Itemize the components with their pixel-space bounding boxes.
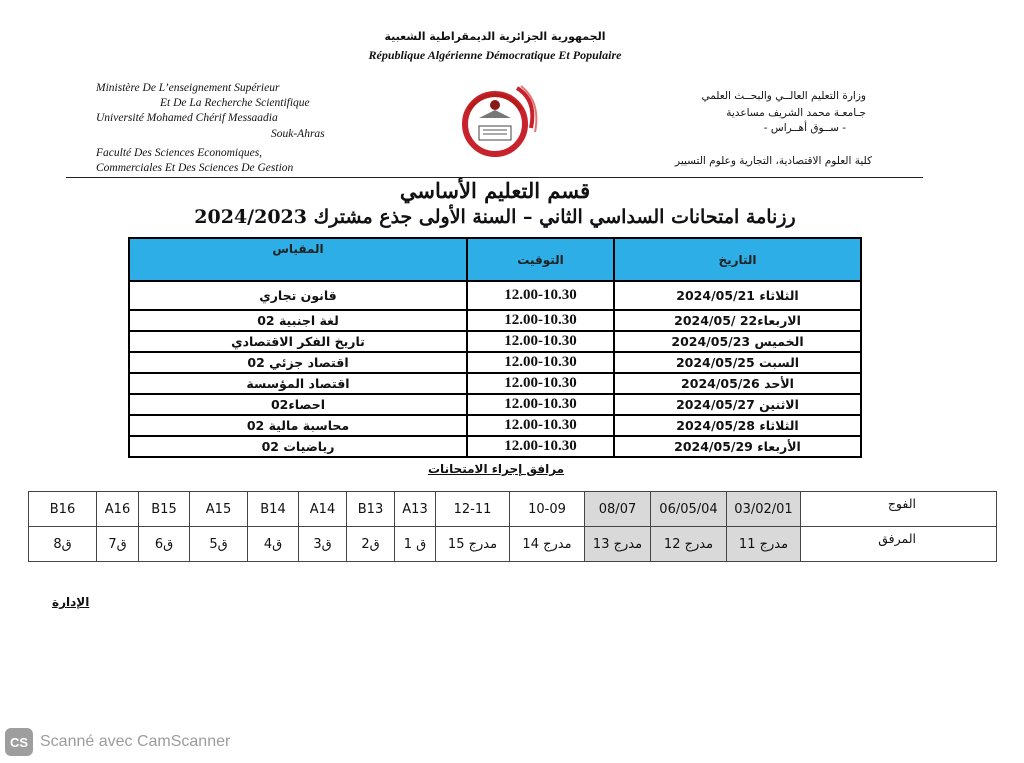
faculty-line-1: Faculté Des Sciences Economiques, <box>96 147 263 159</box>
facilities-row <box>29 527 997 562</box>
republic-title-arabic: الجمهورية الجزائرية الديمقراطية الشعبية <box>384 30 606 43</box>
module-cell: قانون تجاري <box>129 281 467 310</box>
time-cell: 12.00-10.30 <box>467 331 614 352</box>
camscanner-logo-icon <box>4 727 34 757</box>
facility-cell: ق5 <box>190 527 248 562</box>
exam-schedule-table <box>128 237 862 458</box>
module-cell: اقتصاد المؤسسة <box>129 373 467 394</box>
date-cell: الثلاثاء 2024/05/28 <box>614 415 861 436</box>
group-cell: B15 <box>139 492 190 527</box>
time-header: التوقيت <box>467 238 614 281</box>
module-header: المقياس <box>129 238 467 281</box>
group-cell: 03/02/01 <box>727 492 801 527</box>
facility-cell: ق3 <box>299 527 347 562</box>
groups-row <box>29 492 997 527</box>
schedule-row <box>129 415 861 436</box>
schedule-title: رزنامة امتحانات السداسي الثاني – السنة الأولى جذع مشترك 2024/2023 <box>194 206 796 228</box>
date-cell: الاربعاء22 /2024/05 <box>614 310 861 331</box>
group-cell: B16 <box>29 492 97 527</box>
schedule-row <box>129 436 861 457</box>
university-line: Université Mohamed Chérif Messaadia <box>96 112 278 124</box>
time-cell: 12.00-10.30 <box>467 310 614 331</box>
date-cell: الخميس 2024/05/23 <box>614 331 861 352</box>
camscanner-watermark: Scanné avec CamScanner <box>40 733 231 750</box>
date-cell: الأربعاء 2024/05/29 <box>614 436 861 457</box>
facility-label: المرفق <box>801 527 997 562</box>
exam-rooms-table <box>28 491 997 562</box>
ministry-line-1: Ministère De L’enseignement Supérieur <box>96 82 280 94</box>
time-cell: 12.00-10.30 <box>467 352 614 373</box>
facility-cell: ق6 <box>139 527 190 562</box>
facility-cell: مدرج 13 <box>585 527 651 562</box>
module-cell: محاسبة مالية 02 <box>129 415 467 436</box>
module-cell: اقتصاد جزئي 02 <box>129 352 467 373</box>
group-cell: A14 <box>299 492 347 527</box>
schedule-row <box>129 310 861 331</box>
group-cell: B14 <box>248 492 299 527</box>
time-cell: 12.00-10.30 <box>467 415 614 436</box>
department-title: قسم التعليم الأساسي <box>399 178 591 203</box>
schedule-row <box>129 373 861 394</box>
group-cell: A15 <box>190 492 248 527</box>
time-cell: 12.00-10.30 <box>467 281 614 310</box>
group-label: الفوج <box>801 492 997 527</box>
group-cell: A13 <box>395 492 436 527</box>
facility-cell: مدرج 14 <box>510 527 585 562</box>
date-cell: السبت 2024/05/25 <box>614 352 861 373</box>
schedule-row <box>129 331 861 352</box>
facility-cell: مدرج 15 <box>436 527 510 562</box>
module-cell: رياضيات 02 <box>129 436 467 457</box>
administration-signature: الإدارة <box>52 595 90 609</box>
group-cell: 12-11 <box>436 492 510 527</box>
facility-cell: ق8 <box>29 527 97 562</box>
group-cell: A16 <box>97 492 139 527</box>
facility-cell: مدرج 12 <box>651 527 727 562</box>
republic-title-french: République Algérienne Démocratique Et Populaire <box>368 48 622 62</box>
time-cell: 12.00-10.30 <box>467 394 614 415</box>
time-cell: 12.00-10.30 <box>467 436 614 457</box>
date-cell: الثلاثاء 2024/05/21 <box>614 281 861 310</box>
facility-cell: مدرج 11 <box>727 527 801 562</box>
ministry-line-2: Et De La Recherche Scientifique <box>160 97 310 109</box>
faculty-line-2: Commerciales Et Des Sciences De Gestion <box>96 162 294 174</box>
university-arabic: جـامعـة محمد الشريف مساعدية <box>726 107 866 119</box>
facilities-title: مرافق إجراء الامتحانات <box>428 462 565 476</box>
ministry-arabic: وزارة التعليم العالــي والبحــث العلمي <box>701 90 866 102</box>
group-cell: 08/07 <box>585 492 651 527</box>
date-header: التاريخ <box>614 238 861 281</box>
group-cell: B13 <box>347 492 395 527</box>
module-cell: لغة اجنبية 02 <box>129 310 467 331</box>
university-logo <box>455 80 543 162</box>
module-cell: تاريخ الفكر الاقتصادي <box>129 331 467 352</box>
facility-cell: ق4 <box>248 527 299 562</box>
city-line: Souk-Ahras <box>271 128 325 140</box>
city-arabic: - ســوق أهــراس - <box>763 122 846 134</box>
time-cell: 12.00-10.30 <box>467 373 614 394</box>
svg-text:CS: CS <box>9 735 29 750</box>
schedule-header-row <box>129 238 861 281</box>
schedule-row <box>129 394 861 415</box>
facility-cell: ق 1 <box>395 527 436 562</box>
module-cell: احصاء02 <box>129 394 467 415</box>
group-cell: 06/05/04 <box>651 492 727 527</box>
facility-cell: ق2 <box>347 527 395 562</box>
date-cell: الاثنين 2024/05/27 <box>614 394 861 415</box>
date-cell: الأحد 2024/05/26 <box>614 373 861 394</box>
faculty-arabic: كلية العلوم الاقتصادية، التجارية وعلوم التسيير <box>675 155 872 167</box>
schedule-row <box>129 281 861 310</box>
schedule-row <box>129 352 861 373</box>
facility-cell: ق7 <box>97 527 139 562</box>
group-cell: 10-09 <box>510 492 585 527</box>
